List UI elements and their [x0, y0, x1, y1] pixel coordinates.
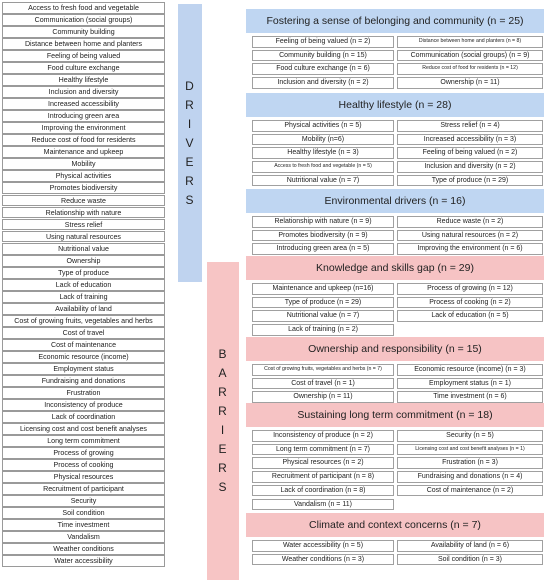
code-item-physical-resources: Physical resources: [2, 471, 165, 483]
code-item-feeling-of-being-valued: Feeling of being valued: [2, 50, 165, 62]
code-item-fundraising-and-donations: Fundraising and donations: [2, 375, 165, 387]
drivers-letter: V: [185, 135, 195, 150]
theme-cell-promotes-biodiversity: Promotes biodiversity (n = 9): [252, 230, 394, 242]
code-item-introducing-green-area: Introducing green area: [2, 110, 165, 122]
code-item-long-term-commitment: Long term commitment: [2, 435, 165, 447]
theme-cell-availability-of-land: Availability of land (n = 6): [397, 540, 543, 552]
section-header-ownership-and-responsibility: Ownership and responsibility (n = 15): [246, 337, 544, 361]
theme-cell-cost-of-travel: Cost of travel (n = 1): [252, 378, 394, 390]
theme-cell-distance-between-home-and-planters: Distance between home and planters (n = 8): [397, 36, 543, 48]
barriers-label-bar: [207, 262, 239, 580]
code-item-lack-of-coordination: Lack of coordination: [2, 411, 165, 423]
code-item-cost-of-maintenance: Cost of maintenance: [2, 339, 165, 351]
code-item-food-culture-exchange: Food culture exchange: [2, 62, 165, 74]
theme-cell-soil-condition: Soil condition (n = 3): [397, 554, 543, 566]
theme-cell-community-building: Community building (n = 15): [252, 50, 394, 62]
theme-cell-employment-status: Employment status (n = 1): [397, 378, 543, 390]
barriers-letter: E: [218, 442, 228, 456]
theme-cell-feeling-of-being-valued: Feeling of being valued (n = 2): [397, 147, 543, 159]
theme-cell-process-of-cooking: Process of cooking (n = 2): [397, 297, 543, 309]
code-item-healthy-lifestyle: Healthy lifestyle: [2, 74, 165, 86]
theme-cell-physical-activities: Physical activities (n = 5): [252, 120, 394, 132]
theme-cell-communication: Communication (social groups) (n = 9): [397, 50, 543, 62]
section-header-knowledge-and-skills-gap: Knowledge and skills gap (n = 29): [246, 256, 544, 280]
barriers-letter: A: [218, 366, 228, 380]
code-item-employment-status: Employment status: [2, 363, 165, 375]
code-item-weather-conditions: Weather conditions: [2, 543, 165, 555]
theme-cell-reduce-waste: Reduce waste (n = 2): [397, 216, 543, 228]
code-item-process-of-growing: Process of growing: [2, 447, 165, 459]
drivers-letter: R: [185, 97, 195, 112]
code-item-stress-relief: Stress relief: [2, 219, 165, 231]
code-item-maintenance-and-upkeep: Maintenance and upkeep: [2, 146, 165, 158]
barriers-letter: R: [218, 461, 228, 475]
code-item-reduce-cost-of-food-for-residents: Reduce cost of food for residents: [2, 134, 165, 146]
theme-cell-type-of-produce: Type of produce (n = 29): [252, 297, 394, 309]
theme-cell-increased-accessibility: Increased accessibility (n = 3): [397, 134, 543, 146]
barriers-letter: I: [220, 423, 226, 437]
theme-cell-ownership: Ownership (n = 11): [252, 391, 394, 403]
theme-cell-long-term-commitment: Long term commitment (n = 7): [252, 444, 394, 456]
theme-cell-maintenance-and-upkeep: Maintenance and upkeep (n=16): [252, 283, 394, 295]
code-item-improving-the-environment: Improving the environment: [2, 122, 165, 134]
code-item-increased-accessibility: Increased accessibility: [2, 98, 165, 110]
code-item-licensing-cost-and-cost-benefit-analyses: Licensing cost and cost benefit analyses: [2, 423, 165, 435]
code-item-availability-of-land: Availability of land: [2, 303, 165, 315]
code-item-vandalism: Vandalism: [2, 531, 165, 543]
code-list: [2, 2, 165, 567]
theme-cell-stress-relief: Stress relief (n = 4): [397, 120, 543, 132]
theme-cell-ownership: Ownership (n = 11): [397, 77, 543, 89]
code-item-relationship-with-nature: Relationship with nature: [2, 207, 165, 219]
barriers-letter: B: [218, 347, 228, 361]
theme-cell-mobility: Mobility (n=6): [252, 134, 394, 146]
code-item-nutritional-value: Nutritional value: [2, 243, 165, 255]
theme-cell-process-of-growing: Process of growing (n = 12): [397, 283, 543, 295]
theme-cell-weather-conditions: Weather conditions (n = 3): [252, 554, 394, 566]
drivers-letter: S: [185, 192, 195, 207]
theme-cell-lack-of-coordination: Lack of coordination (n = 8): [252, 485, 394, 497]
theme-cell-nutritional-value: Nutritional value (n = 7): [252, 175, 394, 187]
code-item-distance-between-home-and-planters: Distance between home and planters: [2, 38, 165, 50]
code-item-water-accessibility: Water accessibility: [2, 555, 165, 567]
code-item-community-building: Community building: [2, 26, 165, 38]
code-item-process-of-cooking: Process of cooking: [2, 459, 165, 471]
section-header-sustaining-long-term-commitment: Sustaining long term commitment (n = 18): [246, 403, 544, 427]
drivers-label-bar: [178, 4, 202, 282]
drivers-letter: E: [185, 154, 195, 169]
code-item-recruitment-of-participant: Recruitment of participant: [2, 483, 165, 495]
theme-cell-cost-of-maintenance: Cost of maintenance (n = 2): [397, 485, 543, 497]
code-item-lack-of-training: Lack of training: [2, 291, 165, 303]
code-item-communication: Communication (social groups): [2, 14, 165, 26]
theme-cell-water-accessibility: Water accessibility (n = 5): [252, 540, 394, 552]
theme-cell-vandalism: Vandalism (n = 11): [252, 499, 394, 511]
theme-cell-access-to-fresh-food-and-vegetable: Access to fresh food and vegetable (n = 5): [252, 161, 394, 173]
drivers-letter: D: [185, 78, 195, 93]
theme-cell-security: Security (n = 5): [397, 430, 543, 442]
code-item-type-of-produce: Type of produce: [2, 267, 165, 279]
barriers-letter: R: [218, 404, 228, 418]
code-item-cost-of-travel: Cost of travel: [2, 327, 165, 339]
code-item-cost-of-growing-fruits-vegetables-and-herbs: Cost of growing fruits, vegetables and herbs: [2, 315, 165, 327]
code-item-access-to-fresh-food-and-vegetable: Access to fresh food and vegetable: [2, 2, 165, 14]
theme-cell-lack-of-training: Lack of training (n = 2): [252, 324, 394, 336]
code-item-physical-activities: Physical activities: [2, 170, 165, 182]
theme-cell-lack-of-education: Lack of education (n = 5): [397, 310, 543, 322]
theme-cell-recruitment-of-participant: Recruitment of participant (n = 8): [252, 471, 394, 483]
code-item-promotes-biodiversity: Promotes biodiversity: [2, 182, 165, 194]
section-header-climate-and-context-concerns: Climate and context concerns (n = 7): [246, 513, 544, 537]
theme-cell-inconsistency-of-produce: Inconsistency of produce (n = 2): [252, 430, 394, 442]
code-item-time-investment: Time investment: [2, 519, 165, 531]
code-item-lack-of-education: Lack of education: [2, 279, 165, 291]
theme-cell-reduce-cost-of-food-for-residents: Reduce cost of food for residents (n = 12): [397, 63, 543, 75]
section-header-fostering-a-sense-of-belonging-and-community: Fostering a sense of belonging and community (n = 25): [246, 9, 544, 33]
theme-cell-time-investment: Time investment (n = 6): [397, 391, 543, 403]
theme-cell-introducing-green-area: Introducing green area (n = 5): [252, 243, 394, 255]
code-item-soil-condition: Soil condition: [2, 507, 165, 519]
theme-cell-inclusion-and-diversity: Inclusion and diversity (n = 2): [397, 161, 543, 173]
code-item-mobility: Mobility: [2, 158, 165, 170]
theme-cell-fundraising-and-donations: Fundraising and donations (n = 4): [397, 471, 543, 483]
theme-cell-improving-the-environment: Improving the environment (n = 6): [397, 243, 543, 255]
theme-cell-inclusion-and-diversity: Inclusion and diversity (n = 2): [252, 77, 394, 89]
code-item-inclusion-and-diversity: Inclusion and diversity: [2, 86, 165, 98]
theme-cell-physical-resources: Physical resources (n = 2): [252, 457, 394, 469]
code-item-security: Security: [2, 495, 165, 507]
code-item-reduce-waste: Reduce waste: [2, 195, 165, 207]
theme-cell-healthy-lifestyle: Healthy lifestyle (n = 3): [252, 147, 394, 159]
theme-cell-economic-resource: Economic resource (income) (n = 3): [397, 364, 543, 376]
code-item-ownership: Ownership: [2, 255, 165, 267]
theme-cell-relationship-with-nature: Relationship with nature (n = 9): [252, 216, 394, 228]
theme-cell-frustration: Frustration (n = 3): [397, 457, 543, 469]
theme-cell-licensing-cost-and-cost-benefit-analyses: Licensing cost and cost benefit analyses (n = 1): [397, 444, 543, 456]
theme-cell-cost-of-growing-fruits-vegetables-and-herbs: Cost of growing fruits, vegetables and herbs (n = 7): [252, 364, 394, 376]
drivers-letter: I: [187, 116, 193, 131]
code-item-frustration: Frustration: [2, 387, 165, 399]
section-header-environmental-drivers: Environmental drivers (n = 16): [246, 189, 544, 213]
barriers-letter: R: [218, 385, 228, 399]
theme-cell-type-of-produce: Type of produce (n = 29): [397, 175, 543, 187]
code-item-economic-resource: Economic resource (income): [2, 351, 165, 363]
barriers-letter: S: [218, 480, 228, 494]
theme-cell-food-culture-exchange: Food culture exchange (n = 6): [252, 63, 394, 75]
drivers-letter: R: [185, 173, 195, 188]
theme-cell-feeling-of-being-valued: Feeling of being valued (n = 2): [252, 36, 394, 48]
code-item-inconsistency-of-produce: Inconsistency of produce: [2, 399, 165, 411]
section-header-healthy-lifestyle: Healthy lifestyle (n = 28): [246, 93, 544, 117]
theme-cell-using-natural-resources: Using natural resources (n = 2): [397, 230, 543, 242]
theme-cell-nutritional-value: Nutritional value (n = 7): [252, 310, 394, 322]
code-item-using-natural-resources: Using natural resources: [2, 231, 165, 243]
